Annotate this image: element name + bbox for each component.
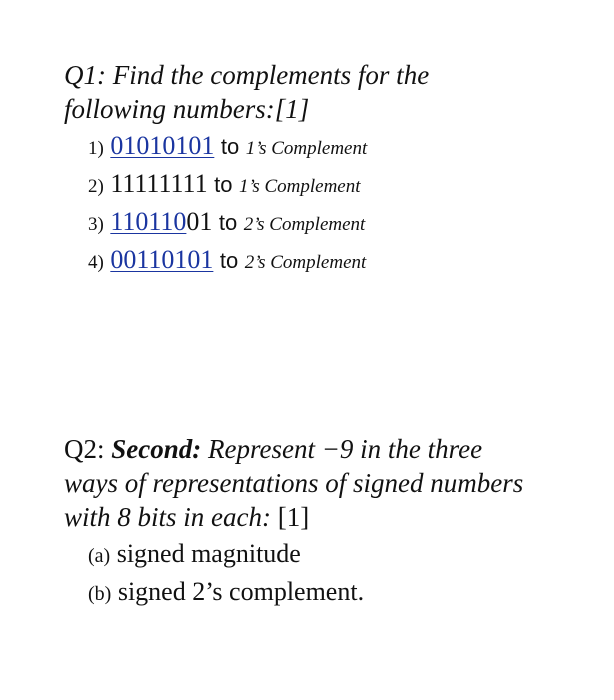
complement-type: 1’s Complement: [245, 138, 368, 159]
list-item: [88, 128, 604, 166]
complement-type: 2’s Complement: [244, 252, 367, 273]
item-text: signed magnitude: [116, 539, 301, 568]
complement-type: 2’s Complement: [243, 214, 366, 235]
question-2-text: with 8 bits in each:: [64, 502, 271, 532]
binary-value-link[interactable]: 01010101: [110, 131, 215, 160]
item-number: 1): [88, 138, 104, 159]
question-1-title-line2: following numbers:[1]: [64, 94, 310, 124]
to-word: to: [220, 134, 240, 159]
question-2-label: Q2:: [64, 434, 105, 464]
question-1-items: [88, 128, 604, 280]
item-letter: (a): [88, 545, 111, 567]
item-text: signed 2’s complement.: [117, 577, 365, 606]
list-item: [88, 242, 604, 280]
item-number: 2): [88, 176, 104, 197]
question-2: [64, 432, 604, 612]
binary-value-link[interactable]: 00110101: [110, 245, 214, 274]
to-word: to: [219, 248, 239, 273]
binary-value: 11111111: [110, 169, 208, 198]
item-letter: (b): [88, 583, 112, 605]
question-2-line3: [64, 500, 604, 534]
question-2-mark: [1]: [277, 502, 310, 532]
list-item: [88, 574, 604, 612]
list-item: [88, 536, 604, 574]
question-2-bold-heading: Second:: [111, 434, 202, 464]
question-1-title-line1: Q1: Find the complements for the: [64, 60, 430, 90]
question-1: [64, 58, 604, 280]
list-item: [88, 166, 604, 204]
list-item: [88, 204, 604, 242]
to-word: to: [218, 210, 238, 235]
question-2-text: Represent −9 in the three: [208, 434, 483, 464]
to-word: to: [214, 172, 233, 197]
question-2-items: [88, 536, 604, 612]
question-2-line2: ways of representations of signed numbers: [64, 468, 524, 498]
complement-type: 1’s Complement: [238, 176, 361, 197]
question-2-line1: [64, 432, 604, 466]
binary-value: 01: [186, 207, 213, 236]
binary-value-link[interactable]: 110110: [110, 207, 187, 236]
item-number: 3): [88, 214, 104, 235]
item-number: 4): [88, 252, 104, 273]
